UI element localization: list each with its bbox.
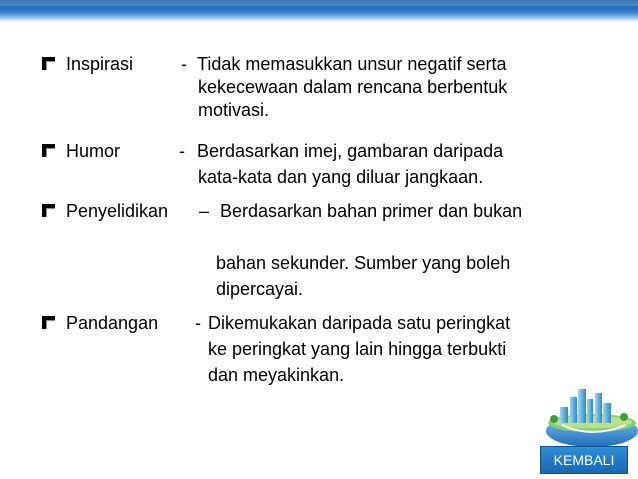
item-text-line: Dikemukakan daripada satu peringkat [208,313,511,333]
item-text-line: Berdasarkan imej, gambaran daripada [197,141,504,161]
item-term: Pandangan [66,313,159,333]
item-term: Inspirasi [66,54,134,74]
item-text-line: kata-kata dan yang diluar jangkaan. [198,167,484,187]
item-text-line: Tidak memasukkan unsur negatif serta [197,54,507,74]
item-text-line: dipercayai. [216,279,304,299]
item-separator: - [181,54,187,74]
city-globe-icon [540,385,638,447]
item-term: Humor [66,141,121,161]
checkbox-square-icon [42,144,55,157]
item-text-line: bahan sekunder. Sumber yang boleh [216,253,511,273]
header-bar [0,0,638,22]
item-text-line: kekecewaan dalam rencana berbentuk [198,77,508,97]
item-text-line: motivasi. [198,100,270,120]
checkbox-square-icon [42,316,55,329]
checkbox-square-icon [42,57,55,70]
item-text-line: Berdasarkan bahan primer dan bukan [220,201,523,221]
item-text-line: ke peringkat yang lain hingga terbukti [208,339,507,359]
item-term: Penyelidikan [66,201,169,221]
item-separator: - [195,313,201,333]
kembali-button[interactable]: KEMBALI [540,446,628,474]
item-separator: - [179,141,185,161]
item-separator: – [199,201,210,221]
checkbox-square-icon [42,204,55,217]
item-text-line: dan meyakinkan. [208,365,345,385]
